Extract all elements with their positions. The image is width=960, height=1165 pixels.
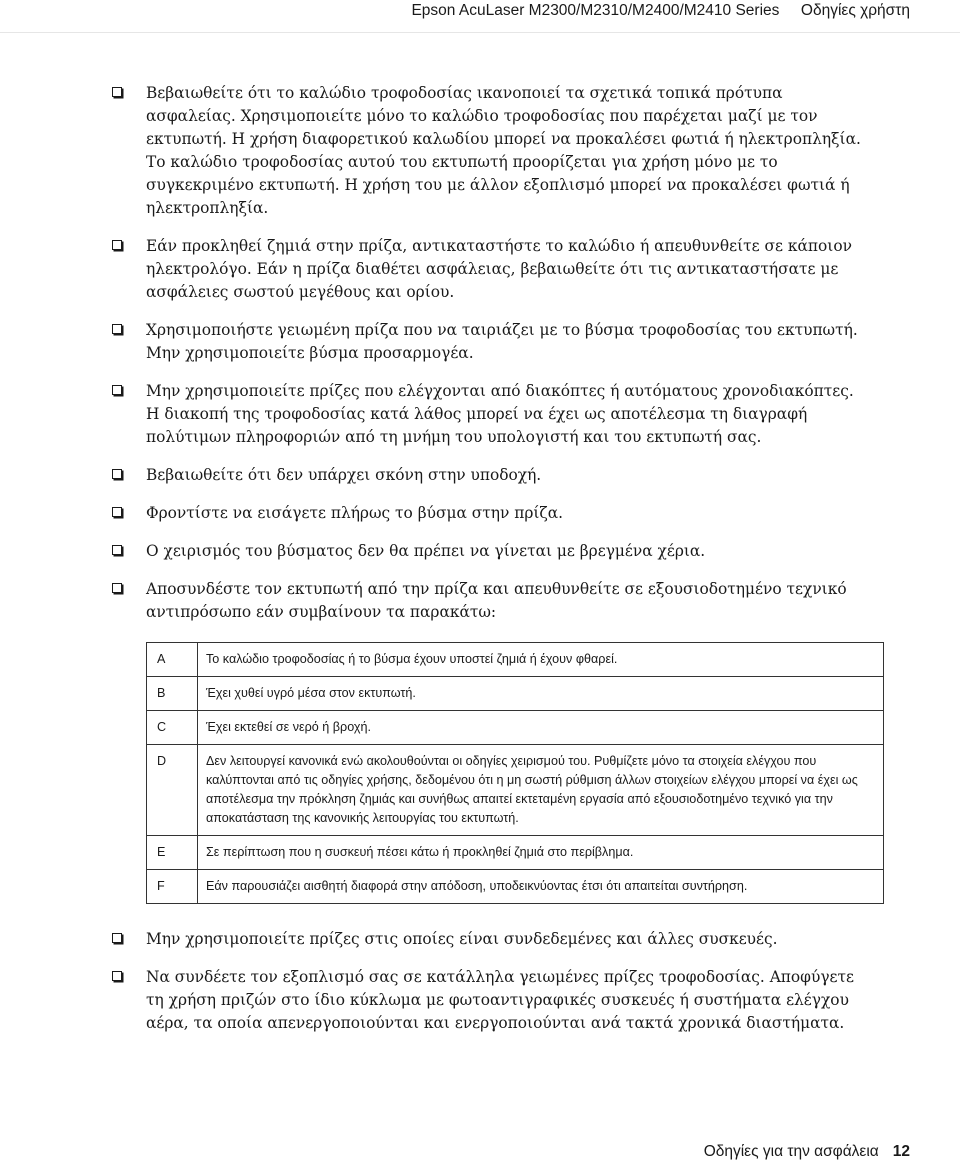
header-divider xyxy=(0,32,960,33)
table-cell-letter: D xyxy=(147,745,198,836)
table-cell-letter: A xyxy=(147,643,198,677)
list-item-text: Μην χρησιμοποιείτε πρίζες που ελέγχονται από διακόπτες ή αυτόματους χρονοδιακόπτες. Η διακοπή της τροφοδοσίας κατά λάθος μπορεί να έχει ως αποτέλεσμα τη διαγραφή πολύτιμων πληροφοριών από τη μνήμη του υπολογιστή και του εκτυπωτή σας. xyxy=(146,382,854,446)
table-row xyxy=(147,745,884,836)
checkbox-bullet-icon xyxy=(112,385,122,395)
table-cell-text: Το καλώδιο τροφοδοσίας ή το βύσμα έχουν υποστεί ζημιά ή έχουν φθαρεί. xyxy=(198,643,884,677)
list-item xyxy=(112,502,872,525)
checkbox-bullet-icon xyxy=(112,971,122,981)
table-cell-letter: B xyxy=(147,677,198,711)
table-row xyxy=(147,870,884,904)
list-item xyxy=(112,464,872,487)
table-cell-letter: E xyxy=(147,836,198,870)
list-item xyxy=(112,928,872,951)
checkbox-bullet-icon xyxy=(112,240,122,250)
list-item xyxy=(112,966,872,1035)
checkbox-bullet-icon xyxy=(112,545,122,555)
table-cell-letter: F xyxy=(147,870,198,904)
conditions-table xyxy=(146,642,884,904)
list-item-text: Βεβαιωθείτε ότι το καλώδιο τροφοδοσίας ικανοποιεί τα σχετικά τοπικά πρότυπα ασφαλείας. Χρησιμοποιείτε μόνο το καλώδιο τροφοδοσίας που παρέχεται μαζί με τον εκτυπωτή. Η χρήση διαφορετικού καλωδίου μπορεί να προκαλέσει φωτιά ή ηλεκτροπληξία. Το καλώδιο τροφοδοσίας αυτού του εκτυπωτή προορίζεται για χρήση μόνο με το συγκεκριμένο εκτυπωτή. Η χρήση του με άλλον εξοπλισμό μπορεί να προκαλέσει φωτιά ή ηλεκτροπληξία. xyxy=(146,84,861,217)
table-cell-text: Έχει χυθεί υγρό μέσα στον εκτυπωτή. xyxy=(198,677,884,711)
list-item-text: Μην χρησιμοποιείτε πρίζες στις οποίες είναι συνδεδεμένες και άλλες συσκευές. xyxy=(146,930,778,948)
page-footer xyxy=(704,1143,910,1161)
table-row xyxy=(147,711,884,745)
table-cell-text: Σε περίπτωση που η συσκευή πέσει κάτω ή προκληθεί ζημιά στο περίβλημα. xyxy=(198,836,884,870)
list-item xyxy=(112,235,872,304)
table-row xyxy=(147,643,884,677)
footer-section-title: Οδηγίες για την ασφάλεια xyxy=(703,1143,879,1160)
list-item xyxy=(112,380,872,449)
checkbox-bullet-icon xyxy=(112,87,122,97)
table-cell-text: Εάν παρουσιάζει αισθητή διαφορά στην απόδοση, υποδεικνύοντας έτσι ότι απαιτείται συντήρηση. xyxy=(198,870,884,904)
list-item-text: Εάν προκληθεί ζημιά στην πρίζα, αντικαταστήστε το καλώδιο ή απευθυνθείτε σε κάποιον ηλεκτρολόγο. Εάν η πρίζα διαθέτει ασφάλειας, βεβαιωθείτε ότι τις αντικαταστήσατε με ασφάλειες σωστού μεγέθους και ορίου. xyxy=(146,237,852,301)
list-item-text: Να συνδέετε τον εξοπλισμό σας σε κατάλληλα γειωμένες πρίζες τροφοδοσίας. Αποφύγετε τη χρήση πριζών στο ίδιο κύκλωμα με φωτοαντιγραφικές συσκευές ή συστήματα ελέγχου αέρα, τα οποία απενεργοποιούνται και ενεργοποιούνται ανά τακτά χρονικά διαστήματα. xyxy=(146,968,854,1032)
list-item xyxy=(112,82,872,220)
checkbox-bullet-icon xyxy=(112,933,122,943)
list-item xyxy=(112,319,872,365)
table-cell-text: Δεν λειτουργεί κανονικά ενώ ακολουθούνται οι οδηγίες χειρισμού του. Ρυθμίζετε μόνο τα στοιχεία ελέγχου που καλύπτονται από τις οδηγίες χρήσης, δεδομένου ότι η μη σωστή ρύθμιση άλλων στοιχείων ελέγχου μπορεί να έχει ως αποτέλεσμα την πρόκληση ζημιάς και συνήθως απαιτεί εκτεταμένη εργασία από εξουσιοδοτημένο τεχνικό για την αποκατάσταση της κανονικής λειτουργίας του εκτυπωτή. xyxy=(198,745,884,836)
table-cell-letter: C xyxy=(147,711,198,745)
checkbox-bullet-icon xyxy=(112,469,122,479)
list-item-text: Αποσυνδέστε τον εκτυπωτή από την πρίζα και απευθυνθείτε σε εξουσιοδοτημένο τεχνικό αντιπρόσωπο εάν συμβαίνουν τα παρακάτω: xyxy=(146,580,847,621)
table-row xyxy=(147,677,884,711)
list-item xyxy=(112,578,872,624)
header-title: Epson AcuLaser M2300/M2310/M2400/M2410 Series Οδηγίες χρήστη xyxy=(411,2,910,19)
list-item-text: Χρησιμοποιήστε γειωμένη πρίζα που να ταιριάζει με το βύσμα τροφοδοσίας του εκτυπωτή. Μην χρησιμοποιείτε βύσμα προσαρμογέα. xyxy=(146,321,858,362)
list-item-text: Ο χειρισμός του βύσματος δεν θα πρέπει να γίνεται με βρεγμένα χέρια. xyxy=(146,542,706,560)
checkbox-bullet-icon xyxy=(112,507,122,517)
page-header xyxy=(0,0,960,24)
checkbox-bullet-icon xyxy=(112,583,122,593)
checkbox-bullet-icon xyxy=(112,324,122,334)
table-row xyxy=(147,836,884,870)
list-item-text: Βεβαιωθείτε ότι δεν υπάρχει σκόνη στην υποδοχή. xyxy=(146,466,542,484)
page-number: 12 xyxy=(892,1143,910,1160)
page-content xyxy=(112,82,872,1050)
list-item-text: Φροντίστε να εισάγετε πλήρως το βύσμα στην πρίζα. xyxy=(146,504,564,522)
list-item xyxy=(112,540,872,563)
table-cell-text: Έχει εκτεθεί σε νερό ή βροχή. xyxy=(198,711,884,745)
